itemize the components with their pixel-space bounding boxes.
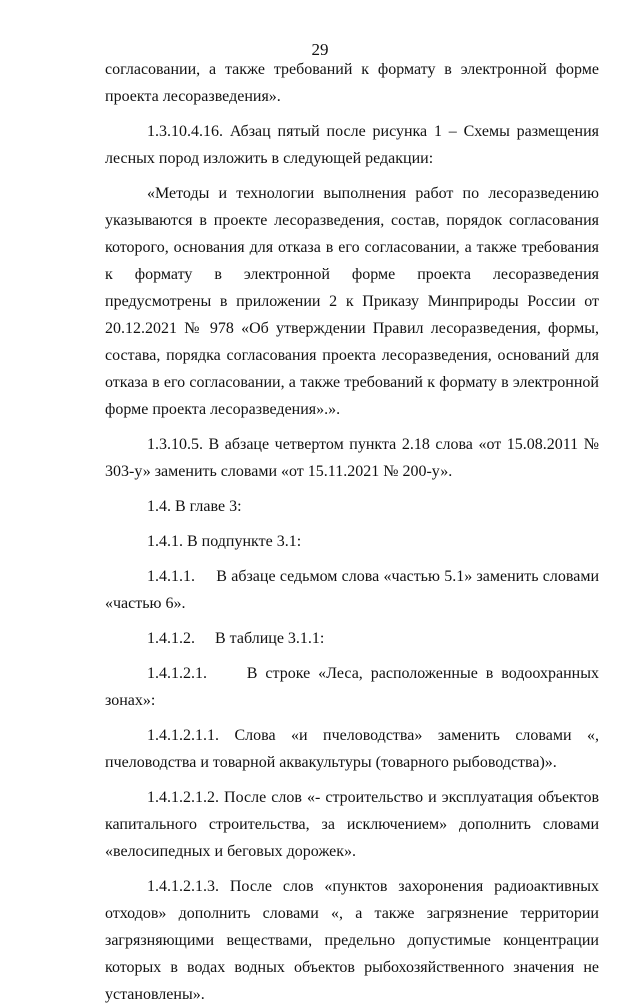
- paragraph-quoted-methods: «Методы и технологии выполнения работ по лесоразведению указываются в проекте лесоразведения, состав, порядок согласования которого, основания для отказа в его согласовании, а также требования к формату в электронной форме проекта лесоразведения предусмотрены в приложении 2 к Приказу Минприроды России от 20.12.2021 № 978 «Об утверждении Правил лесоразведения, формы, состава, порядка согласования проекта лесоразведения, оснований для отказа в его согласовании, а также требований к формату в электронной форме проекта лесоразведения».».: [105, 185, 599, 418]
- paragraph-continuation: согласовании, а также требований к формату в электронной форме проекта лесоразведения».: [105, 61, 599, 105]
- page-number: 29: [311, 40, 329, 59]
- paragraph-1-4-1: 1.4.1. В подпункте 3.1:: [147, 533, 302, 550]
- paragraph-1-4-1-2-1: 1.4.1.2.1. В строке «Леса, расположенные в водоохранных зонах»:: [105, 665, 603, 709]
- paragraph-1-4-1-1: 1.4.1.1. В абзаце седьмом слова «частью 5.1» заменить словами «частью 6».: [105, 568, 603, 612]
- paragraph-1-3-10-4-16: 1.3.10.4.16. Абзац пятый после рисунка 1 – Схемы размещения лесных пород изложить в следующей редакции:: [105, 123, 599, 167]
- document-body: [105, 56, 603, 1008]
- paragraph-1-4-1-2-1-2: 1.4.1.2.1.2. После слов «- строительство и эксплуатация объектов капитального строительства, за исключением» дополнить словами «велосипедных и беговых дорожек».: [105, 789, 599, 860]
- paragraph-1-4: 1.4. В главе 3:: [147, 498, 242, 515]
- paragraph-1-4-1-2-1-1: 1.4.1.2.1.1. Слова «и пчеловодства» заменить словами «, пчеловодства и товарной аквакультуры (товарного рыбоводства)».: [105, 727, 599, 771]
- paragraph-1-4-1-2-1-3: 1.4.1.2.1.3. После слов «пунктов захоронения радиоактивных отходов» дополнить словами «, а также загрязнение территории загрязняющими веществами, предельно допустимые концентрации которых в водах водных объектов рыбохозяйственного значения не установлены».: [105, 878, 599, 1003]
- paragraph-1-4-1-2: 1.4.1.2. В таблице 3.1.1:: [147, 630, 325, 647]
- paragraph-1-3-10-5: 1.3.10.5. В абзаце четвертом пункта 2.18 слова «от 15.08.2011 № 303-у» заменить словами «от 15.11.2021 № 200-у».: [105, 436, 599, 480]
